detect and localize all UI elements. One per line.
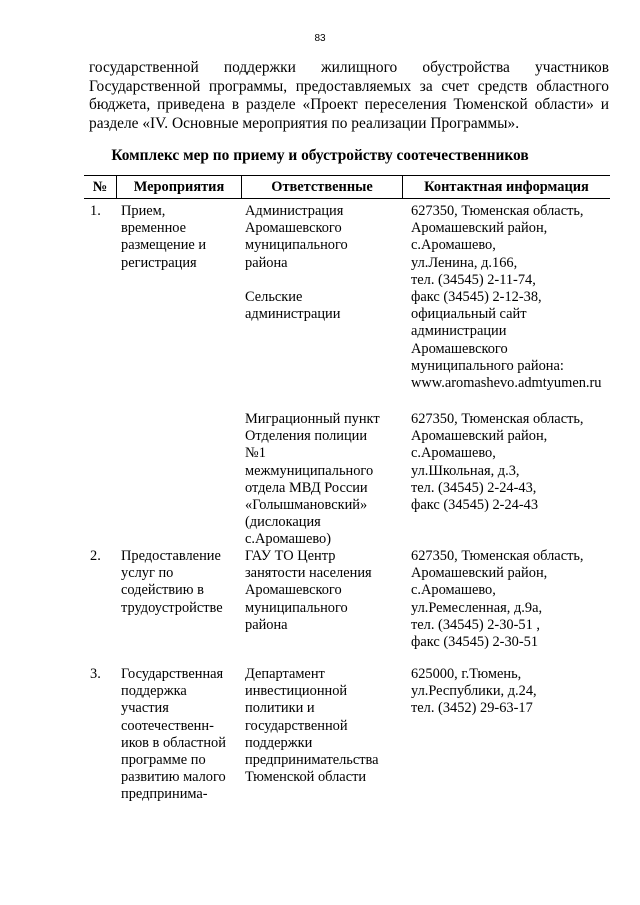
responsible-cell-line: администрации (245, 306, 341, 323)
measure-cell-line: развитию малого (121, 769, 226, 786)
responsible-cell-line: занятости населения (245, 565, 372, 582)
header-responsible: Ответственные (271, 179, 373, 195)
section-heading: Комплекс мер по приему и обустройству соотечественников (111, 147, 529, 164)
contact-cell-line: 627350, Тюменская область, (411, 548, 584, 564)
responsible-cell (245, 666, 379, 786)
measure-cell (121, 203, 206, 272)
contact-cell-line: тел. (34545) 2-24-43, (411, 479, 537, 496)
contact-cell-line: ул.Республики, д.24, (411, 683, 537, 700)
responsible-cell-line: политики и (245, 700, 315, 717)
contact-cell (411, 203, 602, 392)
responsible-cell-line: государственной (245, 717, 348, 734)
measure-cell-line: предпринима- (121, 786, 208, 803)
contact-cell (411, 548, 584, 651)
responsible-cell-line: с.Аромашево) (245, 531, 332, 548)
contact-cell-line: Аромашевский район, (411, 565, 548, 582)
responsible-cell-line: ГАУ ТО Центр (245, 548, 336, 564)
row-number: 2. (90, 548, 101, 564)
contact-cell-line: тел. (34545) 2-11-74, (411, 271, 536, 288)
measure-cell-line: Прием, (121, 203, 166, 219)
responsible-cell-line: Отделения полиции (245, 428, 368, 445)
contact-cell (411, 411, 584, 514)
contact-cell-line: с.Аромашево, (411, 445, 496, 462)
contact-cell-line: www.aromashevo.admtyumen.ru (411, 375, 602, 392)
header-number: № (92, 179, 108, 195)
responsible-cell-line: межмуниципального (245, 462, 374, 479)
responsible-cell-line: №1 (245, 445, 266, 462)
responsible-cell (245, 411, 380, 549)
responsible-cell-line: отдела МВД России (245, 479, 368, 496)
table-header (84, 175, 610, 199)
contact-cell-line: 627350, Тюменская область, (411, 203, 584, 219)
measure-cell-line: программе по (121, 752, 206, 769)
responsible-cell-line: Сельские (245, 289, 303, 306)
responsible-cell-line (245, 272, 348, 289)
responsible-cell-line: (дислокация (245, 514, 321, 531)
contact-cell-line: с.Аромашево, (411, 582, 496, 599)
contact-cell (411, 666, 537, 718)
responsible-cell-line: Администрация (245, 203, 344, 219)
row-number: 1. (90, 203, 101, 219)
header-contacts: Контактная информация (424, 179, 589, 195)
contact-cell-line: с.Аромашево, (411, 237, 496, 254)
contact-cell-line: Аромашевский район, (411, 428, 548, 445)
responsible-cell-line: района (245, 616, 288, 633)
measure-cell (121, 666, 226, 804)
contact-cell-line: факс (34545) 2-24-43 (411, 497, 539, 514)
measure-cell-line: временное (121, 220, 187, 237)
responsible-cell (245, 203, 348, 323)
responsible-cell-line: Тюменской области (245, 769, 367, 786)
measure-cell-line: трудоустройстве (121, 599, 223, 616)
contact-cell-line: официальный сайт (411, 306, 527, 323)
page-number: 83 (314, 33, 326, 44)
contact-cell-line: тел. (3452) 29-63-17 (411, 700, 533, 717)
responsible-cell-line: района (245, 254, 288, 271)
intro-paragraph (89, 59, 609, 133)
responsible-cell-line: Миграционный пункт (245, 411, 380, 427)
measure-cell-line: Предоставление (121, 548, 221, 564)
responsible-cell (245, 548, 372, 634)
responsible-cell-line: муниципального (245, 237, 348, 254)
contact-cell-line: 625000, г.Тюмень, (411, 666, 522, 682)
contact-cell-line: муниципального района: (411, 357, 564, 374)
intro-line: разделе «IV. Основные мероприятия по реализации Программы». (89, 114, 520, 132)
intro-line: бюджета, приведена в разделе «Проект переселения Тюменской области» и (89, 96, 609, 114)
contact-cell-line: Аромашевский район, (411, 220, 548, 237)
intro-line: государственной поддержки жилищного обустройства участников (89, 59, 609, 76)
measure-cell (121, 548, 223, 617)
measure-cell-line: участия (121, 700, 169, 717)
row-number: 3. (90, 666, 101, 682)
measure-cell-line: Государственная (121, 666, 224, 682)
responsible-cell-line: муниципального (245, 599, 348, 616)
measure-cell-line: содействию в (121, 582, 204, 599)
responsible-cell-line: поддержки (245, 734, 313, 751)
contact-cell-line: администрации (411, 323, 507, 340)
measure-cell-line: размещение и (121, 237, 207, 254)
measure-cell-line: услуг по (121, 565, 174, 582)
contact-cell-line: 627350, Тюменская область, (411, 411, 584, 427)
contact-cell-line: тел. (34545) 2-30-51 , (411, 616, 540, 633)
contact-cell-line: ул.Ленина, д.166, (411, 254, 518, 271)
contact-cell-line: факс (34545) 2-30-51 (411, 634, 539, 651)
measure-cell-line: иков в областной (121, 734, 226, 751)
measure-cell-line: регистрация (121, 254, 197, 271)
contact-cell-line: факс (34545) 2-12-38, (411, 289, 542, 306)
responsible-cell-line: предпринимательства (245, 752, 379, 769)
contact-cell-line: Аромашевского (411, 340, 508, 357)
responsible-cell-line: Аромашевского (245, 220, 342, 237)
measure-cell-line: соотечественн- (121, 717, 214, 734)
header-measures: Мероприятия (133, 179, 225, 195)
responsible-cell-line: «Голышмановский» (245, 497, 368, 514)
measure-cell-line: поддержка (121, 683, 187, 700)
responsible-cell-line: инвестиционной (245, 683, 348, 700)
intro-line: Государственной программы, предоставляемых за счет средств областного (89, 77, 609, 95)
contact-cell-line: ул.Ремесленная, д.9а, (411, 599, 543, 616)
contact-cell-line: ул.Школьная, д.3, (411, 462, 520, 479)
responsible-cell-line: Аромашевского (245, 582, 342, 599)
responsible-cell-line: Департамент (245, 666, 325, 682)
